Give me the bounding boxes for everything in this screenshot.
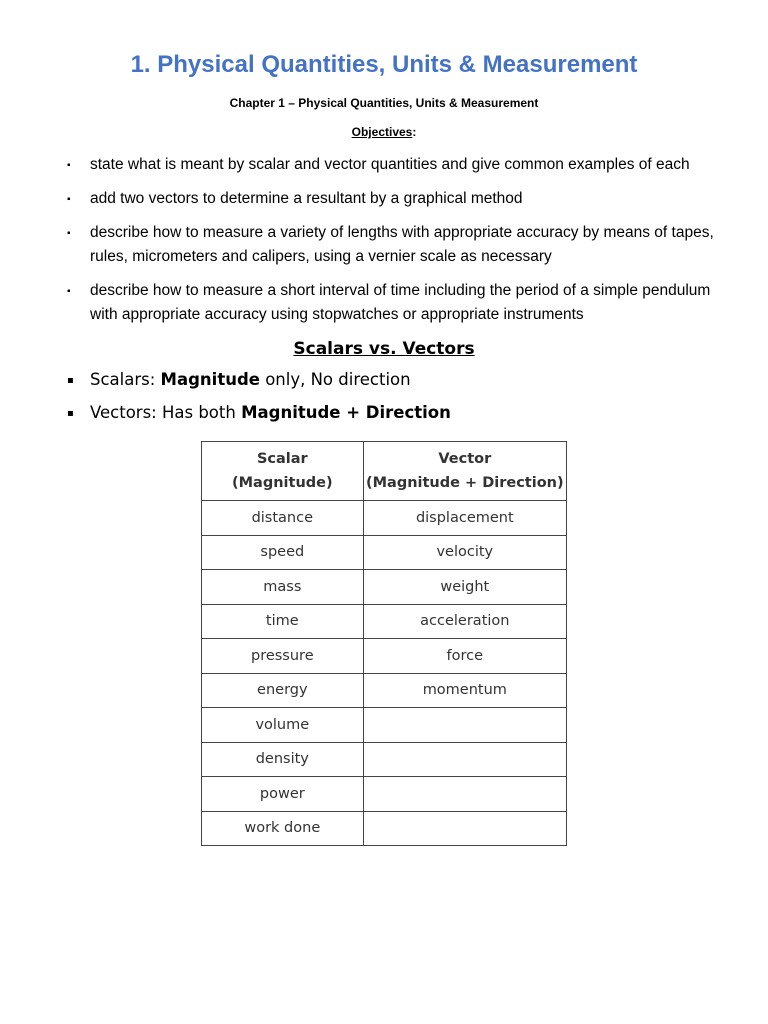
objective-text: state what is meant by scalar and vector quantities and give common examples of each xyxy=(90,156,690,173)
scalar-vector-list xyxy=(62,369,732,435)
scalar-cell: distance xyxy=(202,501,364,536)
table-row xyxy=(202,535,567,570)
table-row xyxy=(202,811,567,846)
bullet-icon: ▪ xyxy=(67,375,74,386)
bullet-icon: ▪ xyxy=(67,408,74,419)
scalar-cell: power xyxy=(202,777,364,812)
page-title: 1. Physical Quantities, Units & Measurement xyxy=(130,51,638,78)
vectors-item: ▪ Vectors: Has both Magnitude + Direction xyxy=(62,402,732,424)
objective-text: describe how to measure a short interval of time including the period of a simple pendulum with appropriate accuracy using stopwatches or appropriate instruments xyxy=(90,282,711,323)
objectives-colon: : xyxy=(412,125,417,139)
section-heading: Scalars vs. Vectors xyxy=(293,339,475,359)
list-item xyxy=(62,279,732,327)
table-row xyxy=(202,639,567,674)
vector-cell xyxy=(363,811,566,846)
objectives-list xyxy=(62,153,732,337)
scalar-cell: volume xyxy=(202,708,364,743)
scalar-cell: pressure xyxy=(202,639,364,674)
bullet-icon: ▪ xyxy=(67,286,71,297)
table-row xyxy=(202,570,567,605)
table-row xyxy=(202,777,567,812)
objectives-label: Objectives xyxy=(351,125,413,139)
scalar-vector-table xyxy=(201,441,567,846)
list-item xyxy=(62,187,732,211)
bullet-icon: ▪ xyxy=(67,228,71,239)
objectives-heading xyxy=(0,124,768,140)
header-scalar: Scalar (Magnitude) xyxy=(202,442,364,501)
list-item xyxy=(62,153,732,177)
header-vector: Vector (Magnitude + Direction) xyxy=(363,442,566,501)
objective-text: describe how to measure a variety of lengths with appropriate accuracy by means of tapes, rules, micrometers and calipers, using a vernier scale as necessary xyxy=(90,224,714,265)
vector-cell: momentum xyxy=(363,673,566,708)
scalar-cell: speed xyxy=(202,535,364,570)
chapter-subtitle: Chapter 1 – Physical Quantities, Units & Measurement xyxy=(229,96,539,110)
vector-cell xyxy=(363,708,566,743)
vectors-bold: Magnitude + Direction xyxy=(241,403,451,422)
vector-cell: weight xyxy=(363,570,566,605)
table-row xyxy=(202,673,567,708)
vector-cell: displacement xyxy=(363,501,566,536)
bullet-icon: ▪ xyxy=(67,194,71,205)
table-row xyxy=(202,708,567,743)
vector-cell: velocity xyxy=(363,535,566,570)
table-header-row xyxy=(202,442,567,501)
vector-cell xyxy=(363,777,566,812)
scalar-cell: mass xyxy=(202,570,364,605)
scalar-cell: energy xyxy=(202,673,364,708)
table-row xyxy=(202,604,567,639)
vector-cell: acceleration xyxy=(363,604,566,639)
scalar-cell: work done xyxy=(202,811,364,846)
scalars-item: ▪ Scalars: Magnitude only, No direction xyxy=(62,369,732,391)
table-row xyxy=(202,501,567,536)
objective-text: add two vectors to determine a resultant by a graphical method xyxy=(90,190,523,207)
bullet-icon: ▪ xyxy=(67,160,71,171)
scalars-bold: Magnitude xyxy=(160,370,260,389)
scalar-cell: time xyxy=(202,604,364,639)
table-row xyxy=(202,742,567,777)
vector-cell: force xyxy=(363,639,566,674)
vector-cell xyxy=(363,742,566,777)
scalar-cell: density xyxy=(202,742,364,777)
list-item xyxy=(62,221,732,269)
